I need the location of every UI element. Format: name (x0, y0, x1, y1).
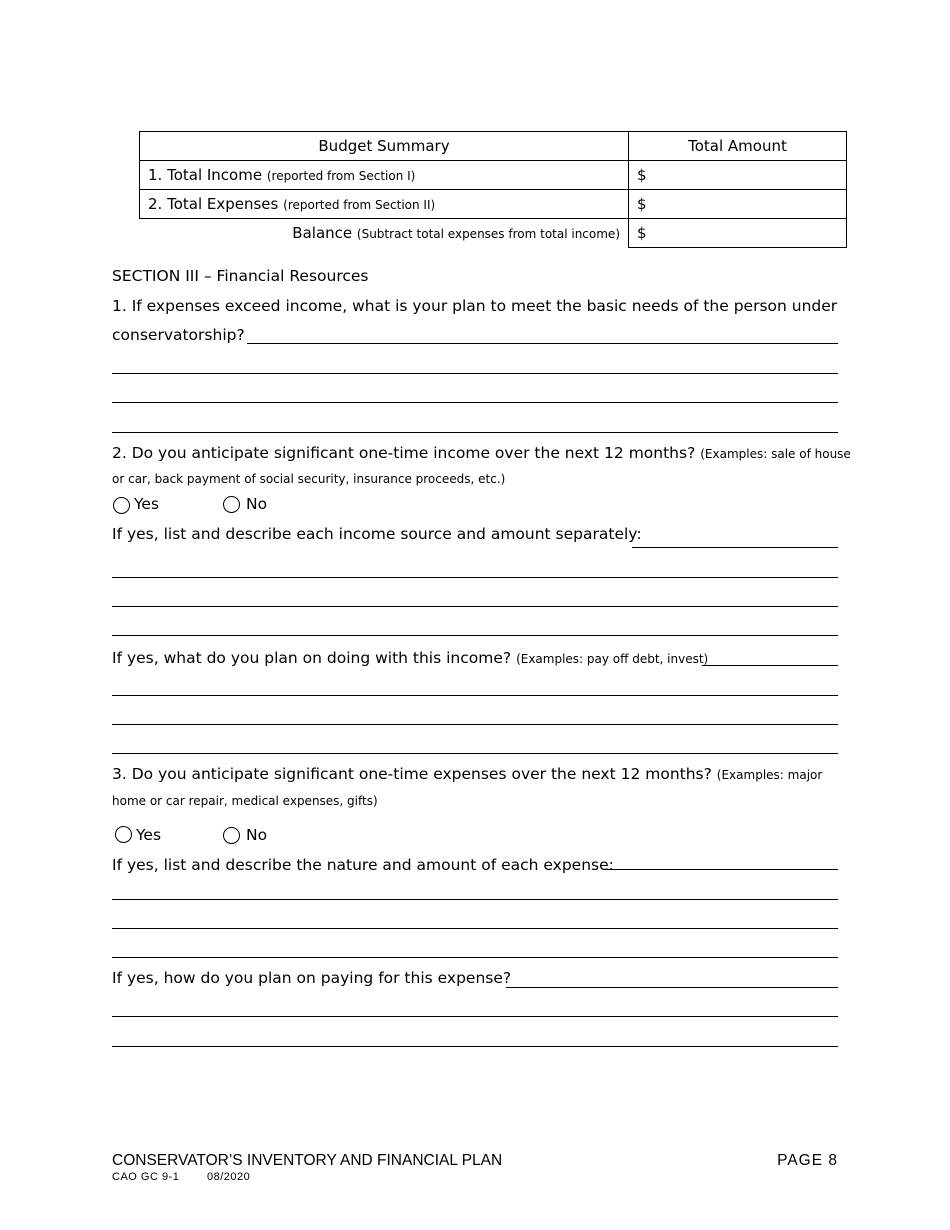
budget-header-amount: Total Amount (629, 132, 847, 161)
q3-examples-cont: home or car repair, medical expenses, gifts) (112, 794, 378, 808)
q2-text (112, 443, 851, 464)
q2-question: 2. Do you anticipate significant one-time income over the next 12 months? (112, 444, 696, 462)
total-income-text: 1. Total Income (148, 166, 263, 184)
q3-answer-line[interactable] (603, 869, 838, 870)
q2-examples-cont: or car, back payment of social security, insurance proceeds, etc.) (112, 472, 506, 486)
q2-examples: (Examples: sale of house (700, 447, 851, 461)
currency-symbol: $ (637, 166, 647, 184)
q2-plan-answer-line[interactable] (112, 753, 838, 754)
q2-followup2-text: If yes, what do you plan on doing with this income? (112, 649, 512, 667)
balance-label (140, 219, 629, 248)
q3-examples: (Examples: major (716, 768, 823, 782)
currency-symbol: $ (637, 195, 647, 213)
q2-answer-line[interactable] (112, 577, 838, 578)
balance-text: Balance (292, 224, 353, 243)
q3-question: 3. Do you anticipate significant one-time expenses over the next 12 months? (112, 765, 712, 783)
q2-followup2 (112, 648, 708, 669)
total-income-note: (reported from Section I) (266, 169, 416, 183)
q1-answer-line[interactable] (112, 402, 838, 403)
q2-yes-radio[interactable] (113, 497, 130, 514)
footer-page-number: PAGE 8 (777, 1152, 838, 1169)
q3-followup1: If yes, list and describe the nature and amount of each expense: (112, 856, 614, 874)
q3-answer-line[interactable] (112, 899, 838, 900)
budget-row-balance (140, 219, 847, 248)
total-income-amount-field[interactable] (629, 161, 847, 190)
total-income-label (140, 161, 629, 190)
footer-form-code: CAO GC 9-1 (112, 1171, 180, 1183)
budget-summary-table (139, 131, 847, 248)
budget-row-income (140, 161, 847, 190)
budget-header-label: Budget Summary (140, 132, 629, 161)
q2-followup2-examples: (Examples: pay off debt, invest) (516, 652, 709, 666)
q2-plan-answer-line[interactable] (702, 665, 838, 666)
q3-followup2: If yes, how do you plan on paying for this expense? (112, 969, 512, 987)
q2-yes-label: Yes (134, 495, 160, 513)
budget-header-row (140, 132, 847, 161)
q2-plan-answer-line[interactable] (112, 724, 838, 725)
q3-yes-radio[interactable] (115, 826, 132, 843)
q2-answer-line[interactable] (112, 635, 838, 636)
budget-row-expenses (140, 190, 847, 219)
section-heading: SECTION III – Financial Resources (112, 267, 369, 285)
q3-payment-answer-line[interactable] (506, 987, 838, 988)
q2-answer-line[interactable] (112, 606, 838, 607)
q2-followup1: If yes, list and describe each income source and amount separately: (112, 525, 642, 543)
q3-payment-answer-line[interactable] (112, 1046, 838, 1047)
q3-answer-line[interactable] (112, 957, 838, 958)
q2-no-radio[interactable] (223, 496, 240, 513)
footer-form-date: 08/2020 (207, 1171, 251, 1183)
q2-no-label: No (246, 495, 268, 513)
q3-answer-line[interactable] (112, 928, 838, 929)
total-expenses-label (140, 190, 629, 219)
currency-symbol: $ (637, 224, 647, 242)
q3-no-radio[interactable] (223, 827, 240, 844)
q3-text (112, 764, 822, 785)
q1-text-line1: 1. If expenses exceed income, what is your plan to meet the basic needs of the person under (112, 297, 838, 315)
total-expenses-note: (reported from Section II) (283, 198, 436, 212)
q3-no-label: No (246, 826, 268, 844)
footer-title: CONSERVATOR’S INVENTORY AND FINANCIAL PLAN (112, 1152, 503, 1169)
q1-answer-line[interactable] (247, 343, 838, 344)
total-expenses-text: 2. Total Expenses (148, 195, 279, 213)
q2-plan-answer-line[interactable] (112, 695, 838, 696)
q3-payment-answer-line[interactable] (112, 1016, 838, 1017)
q1-answer-line[interactable] (112, 432, 838, 433)
total-expenses-amount-field[interactable] (629, 190, 847, 219)
q3-yes-label: Yes (136, 826, 162, 844)
q1-text-line2: conservatorship? (112, 326, 245, 344)
balance-note: (Subtract total expenses from total income) (356, 227, 620, 242)
q2-answer-line[interactable] (632, 547, 838, 548)
balance-amount-field[interactable] (629, 219, 847, 248)
q1-answer-line[interactable] (112, 373, 838, 374)
